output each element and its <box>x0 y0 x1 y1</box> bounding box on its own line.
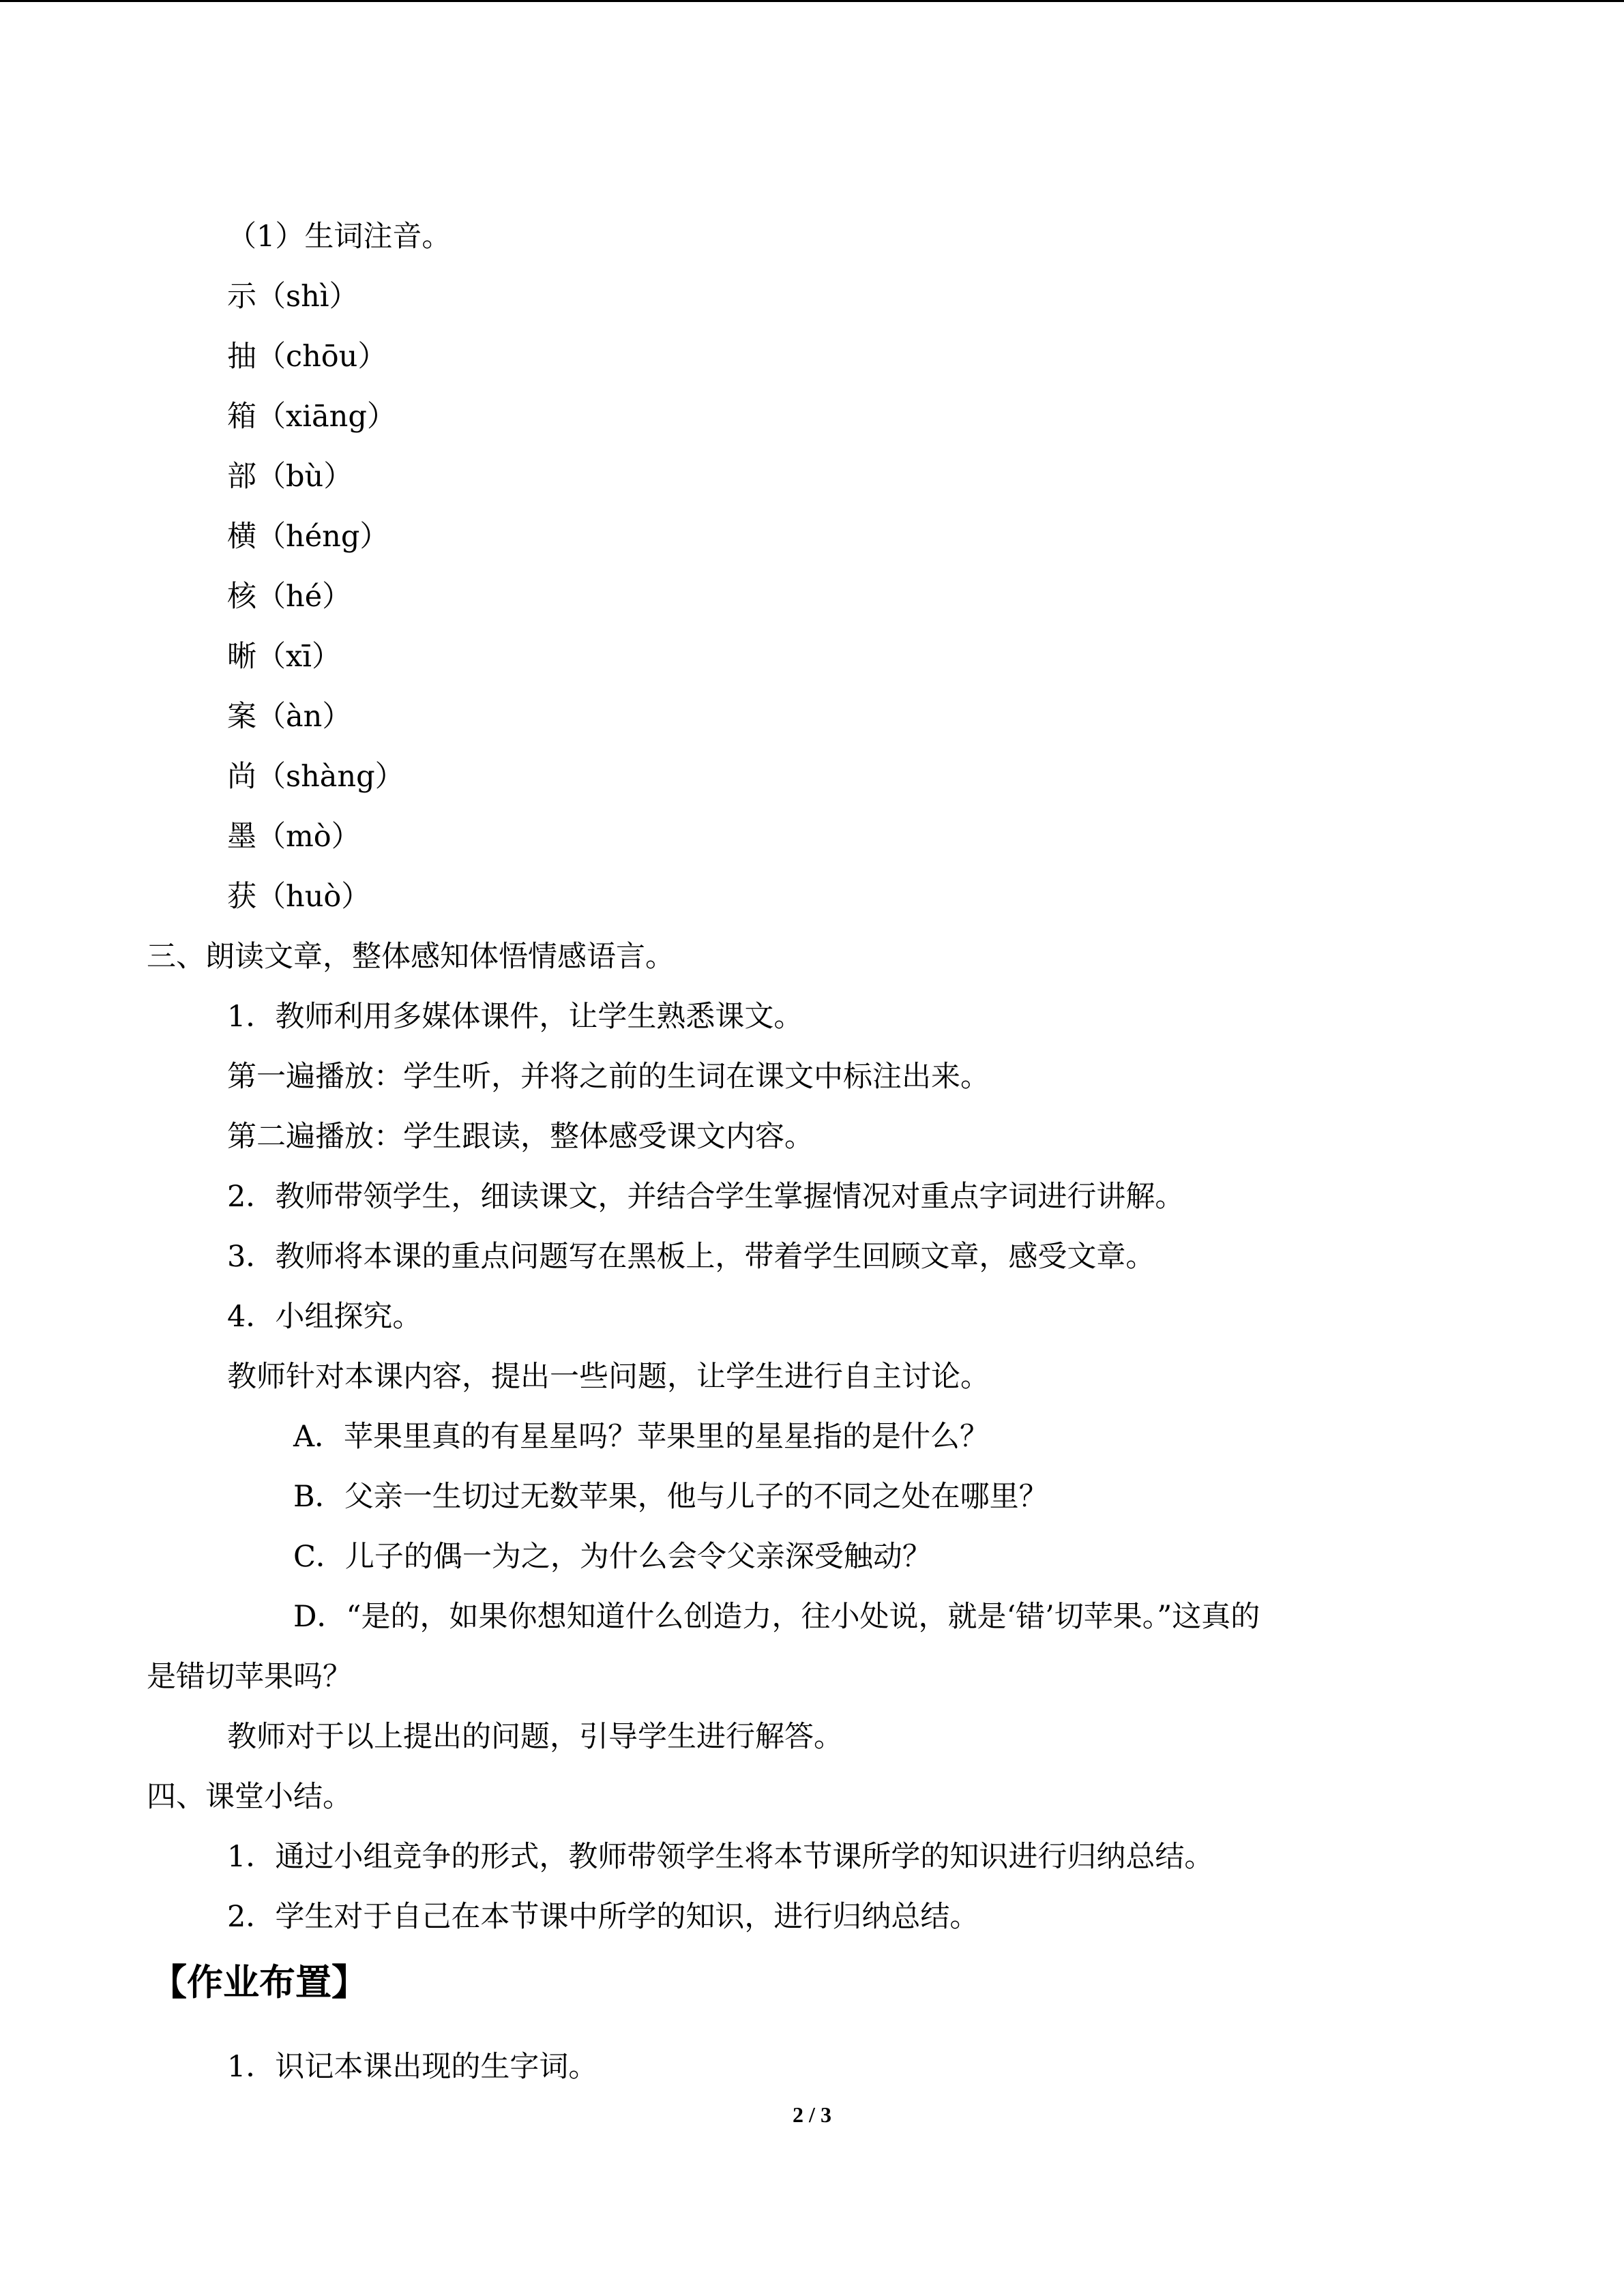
question-d: D．“是的，如果你想知道什么创造力，往小处说，就是‘错’切苹果。”这真的 <box>293 1600 1260 1634</box>
pinyin-item: 部（bù） <box>227 460 353 494</box>
pinyin-item: 横（héng） <box>227 520 389 554</box>
pinyin-item: 案（àn） <box>227 700 352 734</box>
question-d-continued: 是错切苹果吗？ <box>147 1660 352 1694</box>
section-4-title: 四、课堂小结。 <box>147 1780 352 1814</box>
pinyin-item: 晰（xī） <box>227 640 342 674</box>
section-3-title: 三、朗读文章，整体感知体悟情感语言。 <box>147 940 675 974</box>
paragraph: 1．教师利用多媒体课件，让学生熟悉课文。 <box>227 1000 803 1034</box>
homework-heading: 【作业布置】 <box>151 1962 368 2003</box>
pinyin-item: 尚（shàng） <box>227 760 404 794</box>
question-b: B．父亲一生切过无数苹果，他与儿子的不同之处在哪里？ <box>293 1480 1048 1514</box>
paragraph: 4．小组探究。 <box>227 1300 422 1334</box>
paragraph: 2．教师带领学生，细读课文，并结合学生掌握情况对重点字词进行讲解。 <box>227 1180 1185 1214</box>
pinyin-item: 抽（chōu） <box>227 340 387 374</box>
paragraph: 3．教师将本课的重点问题写在黑板上，带着学生回顾文章，感受文章。 <box>227 1240 1155 1274</box>
pinyin-item: 获（huò） <box>227 880 371 914</box>
paragraph: 1．识记本课出现的生字词。 <box>227 2050 598 2084</box>
paragraph: 2．学生对于自己在本节课中所学的知识，进行归纳总结。 <box>227 1900 979 1934</box>
paragraph: 教师对于以上提出的问题，引导学生进行解答。 <box>227 1720 843 1754</box>
paragraph: 第一遍播放：学生听，并将之前的生词在课文中标注出来。 <box>227 1060 990 1094</box>
pinyin-item: 箱（xiāng） <box>227 400 396 434</box>
vocab-intro: （1）生词注音。 <box>227 220 452 254</box>
pinyin-item: 墨（mò） <box>227 820 361 854</box>
paragraph: 第二遍播放：学生跟读，整体感受课文内容。 <box>227 1120 814 1154</box>
paragraph: 教师针对本课内容，提出一些问题，让学生进行自主讨论。 <box>227 1360 990 1394</box>
page-number: 2 / 3 <box>793 2102 831 2127</box>
pinyin-item: 示（shì） <box>227 280 359 314</box>
paragraph: 1．通过小组竞争的形式，教师带领学生将本节课所学的知识进行归纳总结。 <box>227 1840 1214 1874</box>
question-a: A．苹果里真的有星星吗？苹果里的星星指的是什么？ <box>293 1420 990 1454</box>
question-c: C．儿子的偶一为之，为什么会令父亲深受触动？ <box>293 1540 932 1574</box>
pinyin-item: 核（hé） <box>227 580 352 614</box>
